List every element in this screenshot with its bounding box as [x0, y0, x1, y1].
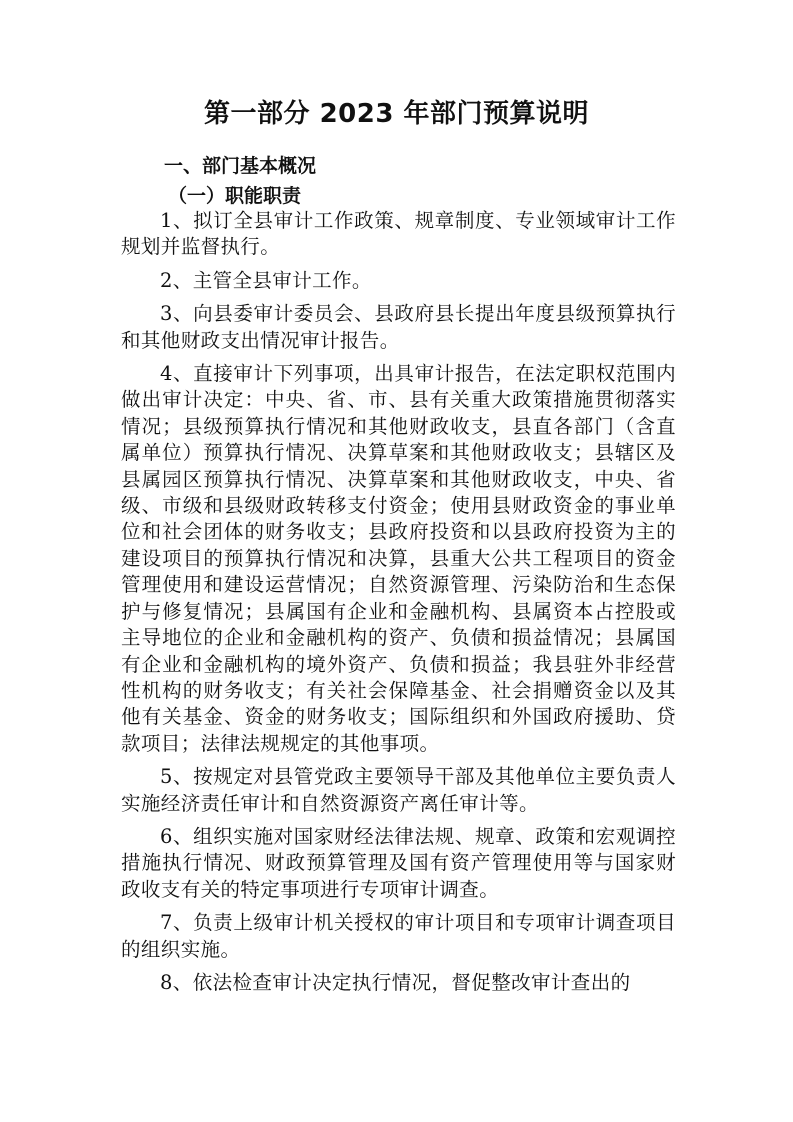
paragraph-8: 8、依法检查审计决定执行情况，督促整改审计查出的 — [160, 970, 631, 994]
paragraph-6: 6、组织实施对国家财经法律法规、规章、政策和宏观调控措施执行情况、财政预算管理及国有资产管理使用等与国家财政收支有关的特定事项进行专项审计调查。 — [121, 824, 676, 901]
paragraph-1: 1、拟订全县审计工作政策、规章制度、专业领域审计工作规划并监督执行。 — [121, 209, 676, 259]
paragraph-2: 2、主管全县审计工作。 — [160, 268, 372, 292]
section-heading: 一、部门基本概况 — [164, 155, 317, 177]
document-body — [121, 208, 676, 1003]
paragraph-3: 3、向县委审计委员会、县政府县长提出年度县级预算执行和其他财政支出情况审计报告。 — [121, 302, 676, 352]
paragraph-5: 5、按规定对县管党政主要领导干部及其他单位主要负责人实施经济责任审计和自然资源资产离任审计等。 — [121, 765, 676, 815]
subsection-heading: （一）职能职责 — [168, 185, 302, 207]
paragraph-7: 7、负责上级审计机关授权的审计项目和专项审计调查项目的组织实施。 — [121, 911, 676, 961]
page-title: 第一部分 2023 年部门预算说明 — [204, 99, 589, 129]
paragraph-4: 4、直接审计下列事项，出具审计报告，在法定职权范围内做出审计决定：中央、省、市、县有关重大政策措施贯彻落实情况；县级预算执行情况和其他财政收支，县直各部门（含直属单位）预算执行情况、决算草案和其他财政收支；县辖区及县属园区预算执行情况、决算草案和其他财政收支，中央、省级、市级和县级财政转移支付资金；使用县财政资金的事业单位和社会团体的财务收支；县政府投资和以县政府投资为主的建设项目的预算执行情况和决算，县重大公共工程项目的资金管理使用和建设运营情况；自然资源管理、污染防治和生态保护与修复情况；县属国有企业和金融机构、县属资本占控股或主导地位的企业和金融机构的资产、负债和损益情况；县属国有企业和金融机构的境外资产、负债和损益；我县驻外非经营性机构的财务收支；有关社会保障基金、社会捐赠资金以及其他有关基金、资金的财务收支；国际组织和外国政府援助、贷款项目；法律法规规定的其他事项。 — [121, 362, 676, 755]
